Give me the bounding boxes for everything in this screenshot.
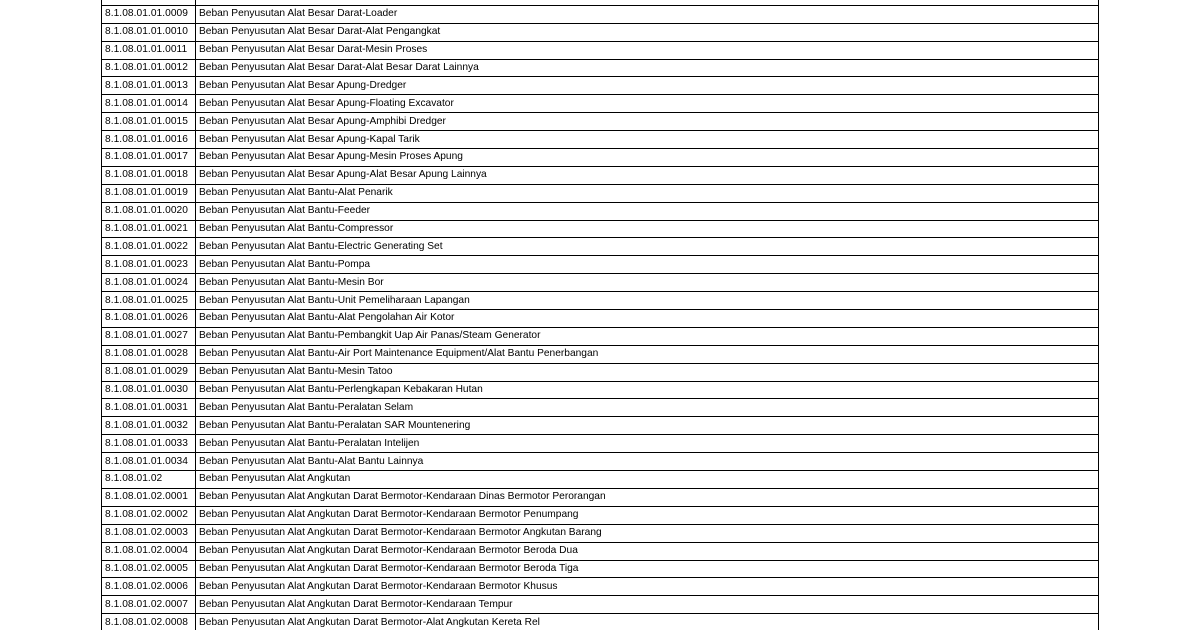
table-row: [102, 596, 1099, 614]
account-name-cell: Beban Penyusutan Alat Besar Darat-Alat Besar Darat Lainnya: [196, 59, 1099, 77]
account-code-cell: 8.1.08.01.01.0030: [102, 381, 196, 399]
account-name-cell: Beban Penyusutan Alat Besar Apung-Dredger: [196, 77, 1099, 95]
account-name-cell: Beban Penyusutan Alat Bantu-Peralatan Selam: [196, 399, 1099, 417]
account-code-cell: 8.1.08.01.01.0027: [102, 327, 196, 345]
account-name-cell: Beban Penyusutan Alat Angkutan Darat Bermotor-Kendaraan Tempur: [196, 596, 1099, 614]
table-row: [102, 453, 1099, 471]
table-row: [102, 238, 1099, 256]
account-code-cell: 8.1.08.01.01.0033: [102, 435, 196, 453]
account-code-cell: 8.1.08.01.02.0006: [102, 578, 196, 596]
table-row: [102, 184, 1099, 202]
account-name-cell: Beban Penyusutan Alat Bantu-Alat Pengolahan Air Kotor: [196, 310, 1099, 328]
table-row: [102, 166, 1099, 184]
table-row: [102, 614, 1099, 630]
account-code-cell: 8.1.08.01.02: [102, 471, 196, 489]
table-row: [102, 41, 1099, 59]
account-code-cell: 8.1.08.01.02.0003: [102, 524, 196, 542]
account-code-cell: 8.1.08.01.01.0025: [102, 292, 196, 310]
account-name-cell: Beban Penyusutan Alat Angkutan Darat Bermotor-Kendaraan Dinas Bermotor Perorangan: [196, 488, 1099, 506]
account-code-cell: 8.1.08.01.01.0010: [102, 23, 196, 41]
table-row: [102, 202, 1099, 220]
account-code-cell: 8.1.08.01.01.0011: [102, 41, 196, 59]
account-code-cell: 8.1.08.01.01.0021: [102, 220, 196, 238]
table-row: [102, 435, 1099, 453]
account-name-cell: Beban Penyusutan Alat Besar Darat-Loader: [196, 5, 1099, 23]
account-code-cell: 8.1.08.01.01.0026: [102, 310, 196, 328]
account-name-cell: Beban Penyusutan Alat Bantu-Alat Bantu Lainnya: [196, 453, 1099, 471]
account-code-cell: 8.1.08.01.01.0022: [102, 238, 196, 256]
account-code-cell: 8.1.08.01.01.0017: [102, 149, 196, 167]
account-code-cell: 8.1.08.01.01.0014: [102, 95, 196, 113]
account-name-cell: Beban Penyusutan Alat Bantu-Pembangkit Uap Air Panas/Steam Generator: [196, 327, 1099, 345]
account-name-cell: Beban Penyusutan Alat Bantu-Feeder: [196, 202, 1099, 220]
account-code-cell: 8.1.08.01.01.0018: [102, 166, 196, 184]
table-row: [102, 327, 1099, 345]
table-row: [102, 578, 1099, 596]
table-row: [102, 77, 1099, 95]
account-name-cell: Beban Penyusutan Alat Angkutan Darat Bermotor-Kendaraan Bermotor Penumpang: [196, 506, 1099, 524]
table-row: [102, 149, 1099, 167]
table-row: [102, 23, 1099, 41]
account-name-cell: Beban Penyusutan Alat Bantu-Electric Generating Set: [196, 238, 1099, 256]
account-name-cell: Beban Penyusutan Alat Bantu-Unit Pemeliharaan Lapangan: [196, 292, 1099, 310]
account-code-cell: 8.1.08.01.02.0007: [102, 596, 196, 614]
table-row: [102, 131, 1099, 149]
table-row: [102, 345, 1099, 363]
table-body: [102, 0, 1099, 630]
account-name-cell: Beban Penyusutan Alat Bantu-Alat Penarik: [196, 184, 1099, 202]
account-name-cell: Beban Penyusutan Alat Bantu-Perlengkapan Kebakaran Hutan: [196, 381, 1099, 399]
table-row: [102, 381, 1099, 399]
account-name-cell: Beban Penyusutan Alat Angkutan Darat Bermotor-Kendaraan Bermotor Khusus: [196, 578, 1099, 596]
account-code-cell: 8.1.08.01.02.0002: [102, 506, 196, 524]
table-row: [102, 274, 1099, 292]
account-code-table: [101, 0, 1099, 630]
account-code-cell: 8.1.08.01.01.0029: [102, 363, 196, 381]
document-page: [101, 0, 1098, 630]
account-name-cell: Beban Penyusutan Alat Bantu-Pompa: [196, 256, 1099, 274]
account-code-cell: 8.1.08.01.01.0028: [102, 345, 196, 363]
account-code-cell: 8.1.08.01.01.0013: [102, 77, 196, 95]
account-name-cell: Beban Penyusutan Alat Bantu-Peralatan Intelijen: [196, 435, 1099, 453]
account-code-cell: 8.1.08.01.01.0032: [102, 417, 196, 435]
account-code-cell: 8.1.08.01.01.0012: [102, 59, 196, 77]
table-row: [102, 417, 1099, 435]
account-code-cell: 8.1.08.01.01.0034: [102, 453, 196, 471]
account-code-cell: 8.1.08.01.01.0016: [102, 131, 196, 149]
account-name-cell: Beban Penyusutan Alat Angkutan: [196, 471, 1099, 489]
table-row: [102, 542, 1099, 560]
account-name-cell: Beban Penyusutan Alat Bantu-Compressor: [196, 220, 1099, 238]
account-name-cell: Beban Penyusutan Alat Angkutan Darat Bermotor-Kendaraan Bermotor Angkutan Barang: [196, 524, 1099, 542]
account-code-cell: 8.1.08.01.02.0008: [102, 614, 196, 630]
table-row: [102, 560, 1099, 578]
account-code-cell: 8.1.08.01.01.0009: [102, 5, 196, 23]
account-name-cell: Beban Penyusutan Alat Besar Apung-Mesin Proses Apung: [196, 149, 1099, 167]
account-code-cell: 8.1.08.01.02.0001: [102, 488, 196, 506]
account-code-cell: 8.1.08.01.01.0031: [102, 399, 196, 417]
account-code-cell: 8.1.08.01.01.0015: [102, 113, 196, 131]
account-code-cell: 8.1.08.01.01.0023: [102, 256, 196, 274]
account-name-cell: Beban Penyusutan Alat Bantu-Mesin Bor: [196, 274, 1099, 292]
account-name-cell: Beban Penyusutan Alat Besar Apung-Floating Excavator: [196, 95, 1099, 113]
account-name-cell: Beban Penyusutan Alat Angkutan Darat Bermotor-Alat Angkutan Kereta Rel: [196, 614, 1099, 630]
table-row: [102, 95, 1099, 113]
account-code-cell: 8.1.08.01.02.0004: [102, 542, 196, 560]
table-row: [102, 488, 1099, 506]
table-row: [102, 292, 1099, 310]
table-row: [102, 524, 1099, 542]
table-row: [102, 59, 1099, 77]
table-row: [102, 310, 1099, 328]
account-name-cell: Beban Penyusutan Alat Besar Darat-Alat Pengangkat: [196, 23, 1099, 41]
table-row: [102, 113, 1099, 131]
account-name-cell: Beban Penyusutan Alat Angkutan Darat Bermotor-Kendaraan Bermotor Beroda Tiga: [196, 560, 1099, 578]
table-row: [102, 471, 1099, 489]
account-name-cell: Beban Penyusutan Alat Besar Apung-Kapal Tarik: [196, 131, 1099, 149]
account-name-cell: Beban Penyusutan Alat Besar Apung-Alat Besar Apung Lainnya: [196, 166, 1099, 184]
account-name-cell: Beban Penyusutan Alat Besar Apung-Amphibi Dredger: [196, 113, 1099, 131]
account-name-cell: Beban Penyusutan Alat Bantu-Mesin Tatoo: [196, 363, 1099, 381]
account-code-cell: 8.1.08.01.01.0019: [102, 184, 196, 202]
account-code-cell: 8.1.08.01.02.0005: [102, 560, 196, 578]
table-row: [102, 399, 1099, 417]
account-name-cell: Beban Penyusutan Alat Bantu-Air Port Maintenance Equipment/Alat Bantu Penerbangan: [196, 345, 1099, 363]
table-row: [102, 506, 1099, 524]
account-name-cell: Beban Penyusutan Alat Bantu-Peralatan SAR Mountenering: [196, 417, 1099, 435]
table-row: [102, 220, 1099, 238]
account-name-cell: Beban Penyusutan Alat Angkutan Darat Bermotor-Kendaraan Bermotor Beroda Dua: [196, 542, 1099, 560]
account-code-cell: 8.1.08.01.01.0024: [102, 274, 196, 292]
account-name-cell: Beban Penyusutan Alat Besar Darat-Mesin Proses: [196, 41, 1099, 59]
table-row: [102, 5, 1099, 23]
table-row: [102, 363, 1099, 381]
table-row: [102, 256, 1099, 274]
account-code-cell: 8.1.08.01.01.0020: [102, 202, 196, 220]
